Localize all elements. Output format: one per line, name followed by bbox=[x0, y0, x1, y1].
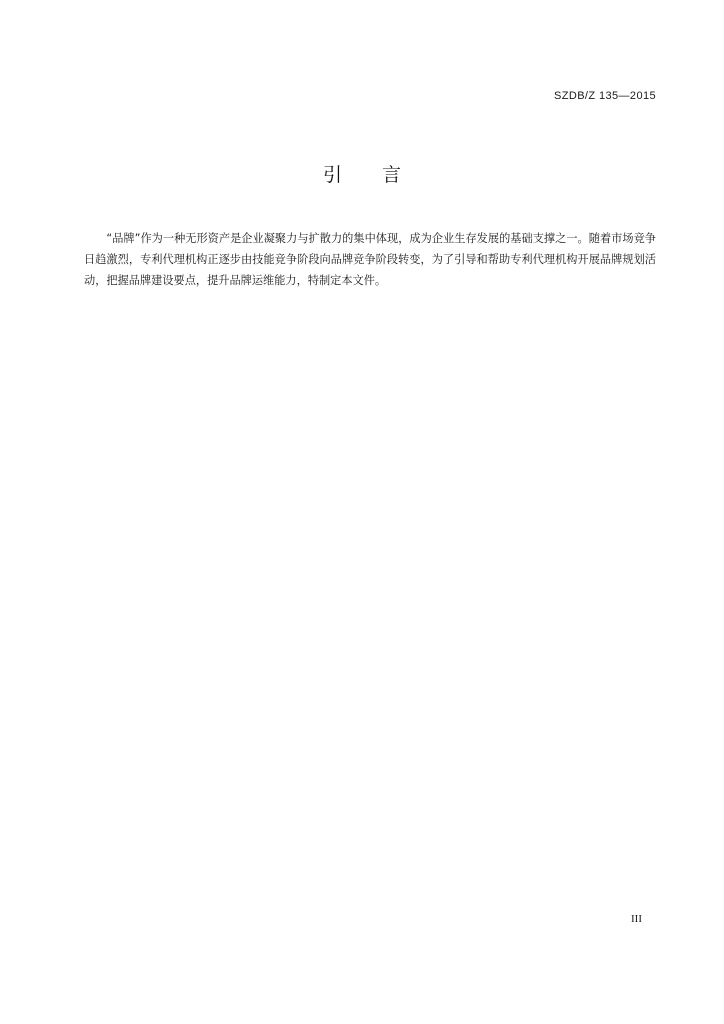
standard-code: SZDB/Z 135—2015 bbox=[554, 90, 656, 102]
introduction-paragraph: “品牌”作为一种无形资产是企业凝聚力与扩散力的集中体现，成为企业生存发展的基础支撑之一。随着市场竞争日趋激烈，专利代理机构正逐步由技能竞争阶段向品牌竞争阶段转变，为了引导和帮助专利代理机构开展品牌规划活动，把握品牌建设要点，提升品牌运维能力，特制定本文件。 bbox=[84, 232, 656, 287]
section-title-char: 言 bbox=[382, 164, 402, 186]
section-title-char: 引 bbox=[322, 164, 342, 186]
section-title bbox=[0, 160, 724, 187]
page-number: III bbox=[631, 913, 642, 925]
